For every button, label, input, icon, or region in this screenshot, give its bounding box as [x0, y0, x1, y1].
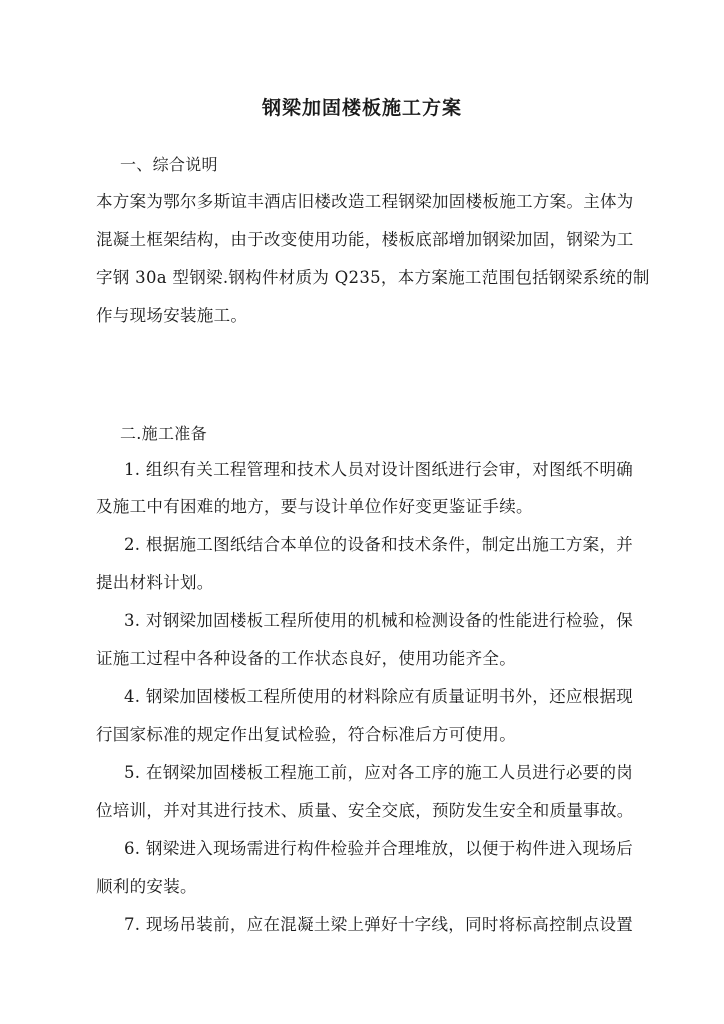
section1-heading: 一、综合说明 — [120, 155, 218, 174]
section2-item-line: 及施工中有困难的地方，要与设计单位作好变更鉴证手续。 — [96, 497, 533, 516]
section2-item-line: 7. 现场吊装前，应在混凝土梁上弹好十字线，同时将标高控制点设置 — [124, 915, 634, 934]
section2-item-line: 证施工过程中各种设备的工作状态良好，使用功能齐全。 — [96, 649, 516, 668]
section2-item-line: 提出材料计划。 — [96, 573, 214, 592]
section1-line: 字钢 30a 型钢梁.钢构件材质为 Q235，本方案施工范围包括钢梁系统的制 — [96, 268, 650, 287]
section1-line: 混凝土框架结构，由于改变使用功能，楼板底部增加钢梁加固，钢梁为工 — [96, 230, 634, 249]
section2-item-line: 顺利的安装。 — [96, 877, 197, 896]
section2-item-line: 4. 钢梁加固楼板工程所使用的材料除应有质量证明书外，还应根据现 — [124, 687, 634, 706]
section2-item-line: 5. 在钢梁加固楼板工程施工前，应对各工序的施工人员进行必要的岗 — [124, 763, 634, 782]
section1-line: 作与现场安装施工。 — [96, 306, 248, 325]
section2-item-line: 6. 钢梁进入现场需进行构件检验并合理堆放，以便于构件进入现场后 — [124, 839, 634, 858]
section2-heading: 二.施工准备 — [120, 424, 207, 443]
section1-line: 本方案为鄂尔多斯谊丰酒店旧楼改造工程钢梁加固楼板施工方案。主体为 — [96, 192, 634, 211]
section2-item-line: 1. 组织有关工程管理和技术人员对设计图纸进行会审，对图纸不明确 — [124, 460, 634, 479]
section2-item-line: 位培训，并对其进行技术、质量、安全交底，预防发生安全和质量事故。 — [96, 801, 634, 820]
section2-item-line: 3. 对钢梁加固楼板工程所使用的机械和检测设备的性能进行检验，保 — [124, 611, 634, 630]
section2-item-line: 行国家标准的规定作出复试检验，符合标准后方可使用。 — [96, 725, 516, 744]
section2-item-line: 2. 根据施工图纸结合本单位的设备和技术条件，制定出施工方案，并 — [124, 535, 634, 554]
document-title: 钢梁加固楼板施工方案 — [261, 97, 462, 119]
